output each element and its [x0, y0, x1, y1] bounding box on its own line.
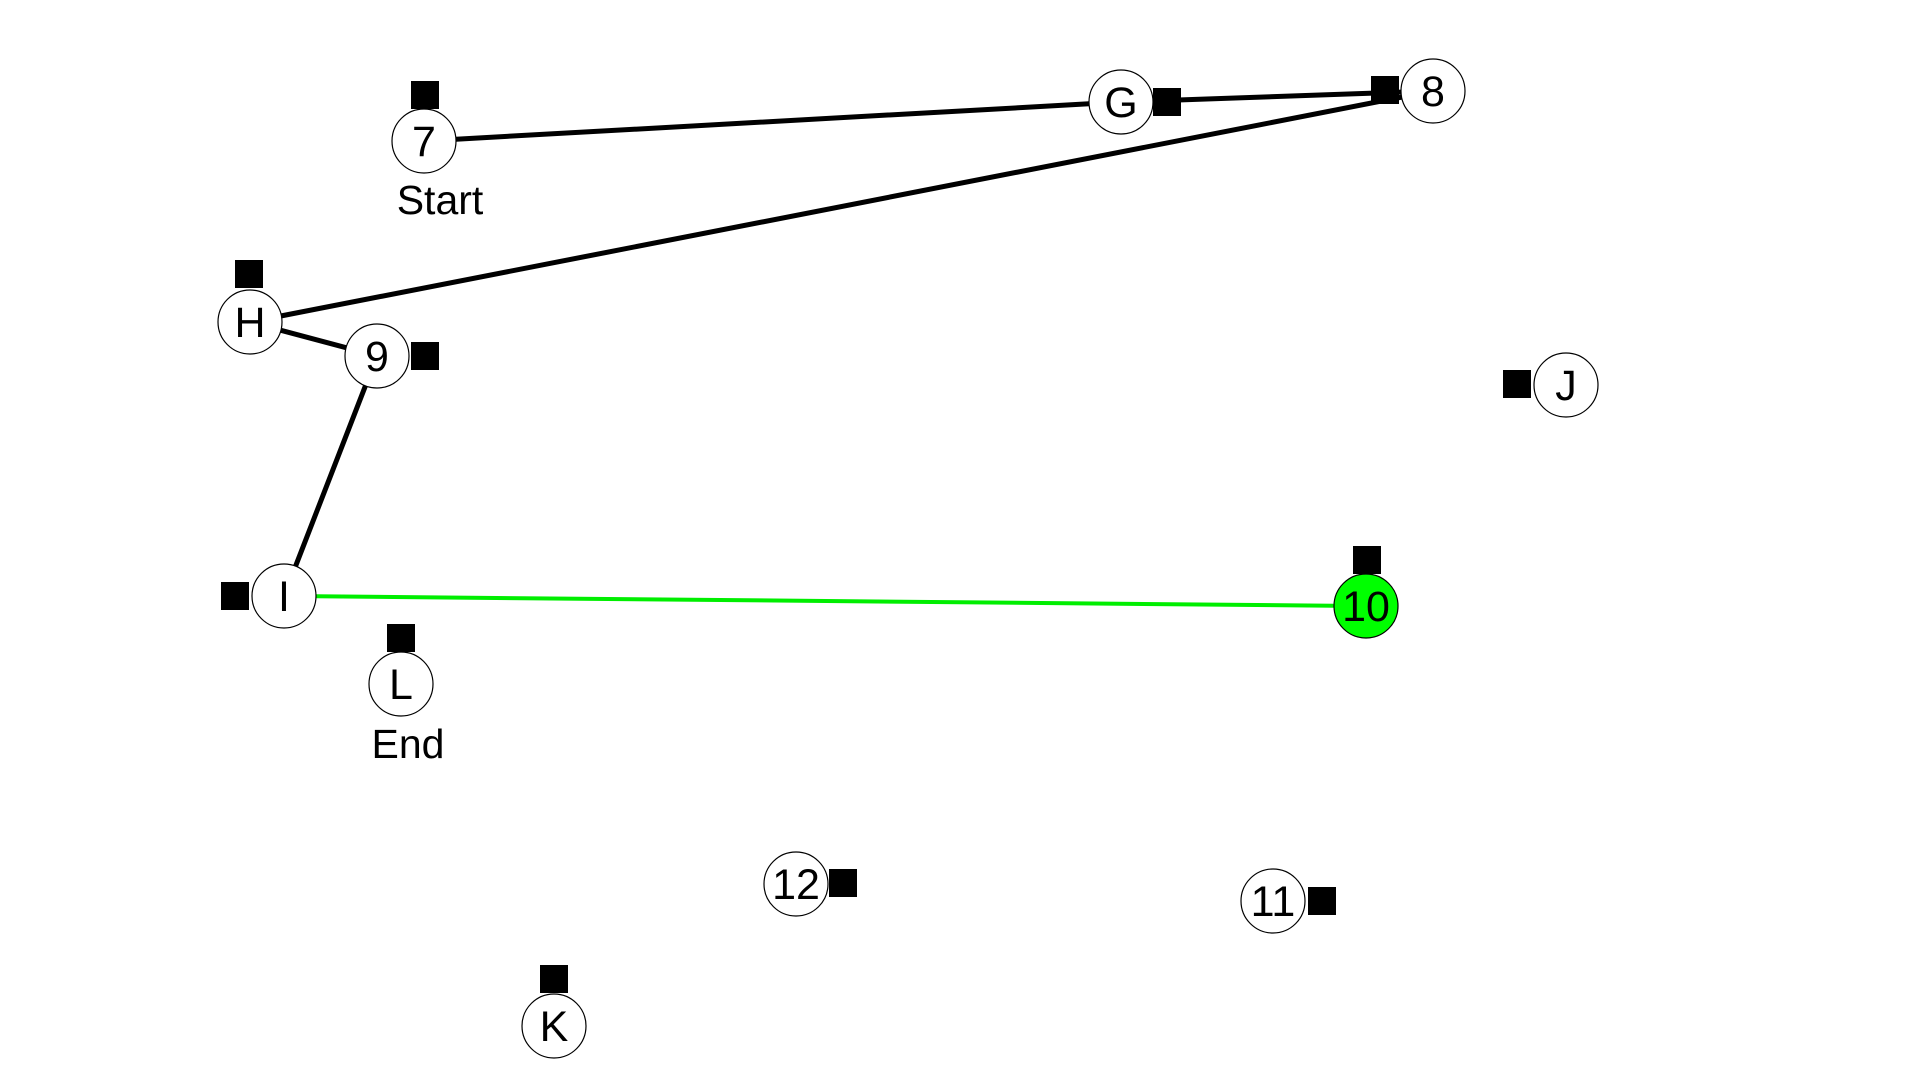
node-circle-K[interactable] — [522, 994, 586, 1058]
node-marker-9 — [411, 342, 439, 370]
node-circle-9[interactable] — [345, 324, 409, 388]
node-marker-H — [235, 260, 263, 288]
node-circle-11[interactable] — [1241, 869, 1305, 933]
node-label-10: 10 — [1342, 583, 1390, 631]
node-circle-I[interactable] — [252, 564, 316, 628]
node-label-I: I — [278, 573, 290, 621]
start-label: Start — [396, 177, 484, 223]
end-label: End — [371, 721, 445, 767]
node-circle-L[interactable] — [369, 652, 433, 716]
node-marker-7 — [411, 81, 439, 109]
node-marker-11 — [1308, 887, 1336, 915]
node-J[interactable] — [1534, 353, 1598, 417]
node-12[interactable] — [764, 852, 828, 916]
node-label-7: 7 — [412, 118, 436, 166]
node-label-J: J — [1555, 362, 1577, 410]
node-marker-12 — [829, 869, 857, 897]
node-7[interactable] — [392, 109, 456, 173]
node-L[interactable] — [369, 652, 433, 716]
node-circle-7[interactable] — [392, 109, 456, 173]
node-9[interactable] — [345, 324, 409, 388]
node-circle-G[interactable] — [1089, 70, 1153, 134]
node-G[interactable] — [1089, 70, 1153, 134]
node-marker-8 — [1371, 76, 1399, 104]
node-marker-10 — [1353, 546, 1381, 574]
node-circle-10[interactable] — [1334, 574, 1398, 638]
node-11[interactable] — [1241, 869, 1305, 933]
node-I[interactable] — [252, 564, 316, 628]
node-label-9: 9 — [365, 333, 389, 381]
node-label-G: G — [1104, 79, 1138, 127]
node-H[interactable] — [218, 290, 282, 354]
node-10[interactable] — [1334, 574, 1398, 638]
node-label-11: 11 — [1250, 878, 1296, 926]
node-label-8: 8 — [1421, 68, 1445, 116]
node-marker-L — [387, 624, 415, 652]
node-label-L: L — [389, 661, 413, 709]
node-circle-H[interactable] — [218, 290, 282, 354]
node-circle-J[interactable] — [1534, 353, 1598, 417]
node-8[interactable] — [1401, 59, 1465, 123]
node-marker-I — [221, 582, 249, 610]
node-marker-G — [1153, 88, 1181, 116]
node-marker-J — [1503, 370, 1531, 398]
node-label-12: 12 — [772, 861, 820, 909]
node-label-H: H — [234, 299, 266, 347]
node-label-K: K — [539, 1003, 569, 1051]
node-circle-8[interactable] — [1401, 59, 1465, 123]
node-marker-K — [540, 965, 568, 993]
node-K[interactable] — [522, 994, 586, 1058]
node-circle-12[interactable] — [764, 852, 828, 916]
